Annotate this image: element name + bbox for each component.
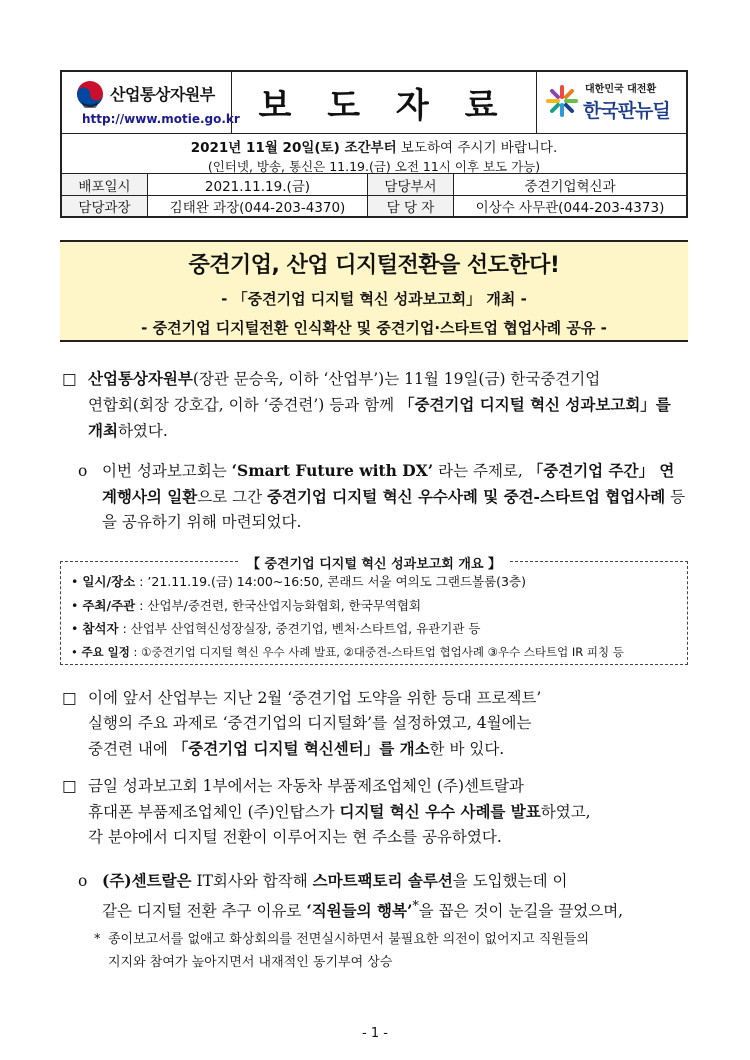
subheadline-2: - 중견기업 디지털전환 인식확산 및 중견기업·스타트업 협업사례 공유 - xyxy=(141,319,607,337)
info-label: 담당과장 xyxy=(62,196,148,216)
p2-text-d: 한 바 있다. xyxy=(429,740,505,758)
b1-text-a: 이번 성과보고회는 xyxy=(102,462,232,480)
ministry-name: 산업통상자원부 xyxy=(110,85,215,104)
info-label: 담 당 자 xyxy=(368,196,454,216)
info-label: 담당부서 xyxy=(368,174,454,195)
overview-box xyxy=(60,561,688,665)
footnote-asterisk: * xyxy=(94,932,101,947)
embargo-notice xyxy=(62,134,686,174)
overview-item: • 주요 일정 : ①중견기업 디지털 혁신 우수 사례 발표, ②대중견-스타트업 협업사례 ③우수 스타트업 IR 피칭 등 xyxy=(71,644,624,659)
ministry-url-link[interactable]: http://www.motie.go.kr xyxy=(82,112,240,126)
footnote xyxy=(94,928,688,974)
info-value: 김태완 과장(044-203-4370) xyxy=(148,196,368,216)
square-bullet: □ xyxy=(62,370,77,388)
p1-text-c: 하였다. xyxy=(117,422,168,440)
info-value: 2021.11.19.(금) xyxy=(148,174,368,195)
footnote-text-a: 종이보고서를 없애고 화상회의를 전면실시하면서 불필요한 의전이 없어지고 직원들의 xyxy=(108,932,590,947)
square-bullet: □ xyxy=(62,777,77,795)
overview-title: 【 중견기업 디지털 혁신 성과보고회 개요 】 xyxy=(60,553,688,572)
info-row xyxy=(62,195,686,216)
overview-item: • 참석자 : 산업부 산업혁신성장실장, 중견기업, 벤처·스타트업, 유관기관 등 xyxy=(71,621,481,636)
info-row xyxy=(62,174,686,195)
circle-bullet: o xyxy=(78,462,88,480)
taegeuk-logo-icon xyxy=(76,80,104,108)
p3-text-c: 하였고, xyxy=(540,803,591,821)
p3-text-a: 금일 성과보고회 1부에서는 자동차 부품제조업체인 (주)센트랄과 xyxy=(88,777,524,795)
footnote-marker: * xyxy=(412,899,419,914)
paragraph-1 xyxy=(62,366,688,444)
p2-text-c: 중견련 내에 xyxy=(88,740,173,758)
overview-item: • 일시/장소 : ’21.11.19.(금) 14:00~16:50, 콘래드 서울 여의도 그랜드볼룸(3층) xyxy=(71,574,526,589)
paragraph-3 xyxy=(62,774,688,850)
overview-item: • 주최/주관 : 산업부/중견련, 한국산업지능화협회, 한국무역협회 xyxy=(71,597,422,613)
p1-text-b: 연합회(회장 강호갑, 이하 ‘중견련’) 등과 함께 xyxy=(88,396,399,414)
b1-text-b: 라는 주제로, xyxy=(433,462,528,480)
b2-bold-2: 스마트팩토리 솔루션 xyxy=(312,871,453,890)
b2-bold-1: (주)센트랄은 xyxy=(102,871,192,890)
b2-bold-3: ‘직원들의 행복’ xyxy=(306,901,413,921)
p1-bold: 산업통상자원부 xyxy=(88,369,193,388)
p1-text-a: (장관 문승욱, 이하 ‘산업부’)는 11월 19일(금) 한국중견기업 xyxy=(192,370,601,388)
b1-bold-3: 중견기업 디지털 혁신 우수사례 및 중견-스타트업 협업사례 xyxy=(267,487,666,506)
press-header xyxy=(60,70,688,218)
new-deal-star-icon xyxy=(545,84,579,118)
headline-box xyxy=(60,240,688,342)
b1-bold-2: 「중견기업 주간」 연계행사의 일환 xyxy=(102,461,675,506)
b1-text-d: 등을 공유하기 위해 마련되었다. xyxy=(102,488,686,531)
p2-bold: 「중견기업 디지털 혁신센터」를 개소 xyxy=(172,739,430,758)
footnote-text-b: 지지와 참여가 높아지면서 내재적인 동기부여 상승 xyxy=(108,955,393,970)
p2-text-b: 실행의 주요 과제로 ‘중견기업의 디지털화’를 설정하였고, 4월에는 xyxy=(88,714,532,732)
p3-text-b: 휴대폰 부품제조업체인 (주)인탑스가 xyxy=(88,803,340,821)
b1-text-c: 으로 그간 xyxy=(197,488,267,506)
bullet-2 xyxy=(78,868,688,924)
square-bullet: □ xyxy=(62,689,77,707)
embargo-date: 2021년 11월 20일(토) 조간부터 xyxy=(190,140,397,156)
paragraph-2 xyxy=(62,686,688,762)
p1-bold-2: 「중견기업 디지털 혁신 성과보고회」를 개최 xyxy=(88,395,671,440)
info-value: 중견기업혁신과 xyxy=(524,178,616,195)
b2-text-d: 을 꼽은 것이 눈길을 끌었으며, xyxy=(418,902,624,921)
new-deal-brand xyxy=(536,72,686,133)
brand-name: 한국판뉴딜 xyxy=(583,100,670,122)
headline: 중견기업, 산업 디지털전환을 선도한다! xyxy=(188,253,560,278)
b2-text-a: IT회사와 합작해 xyxy=(191,872,313,890)
circle-bullet: o xyxy=(78,872,88,890)
b2-text-c: 같은 디지털 전환 추구 이유로 xyxy=(102,902,307,921)
b1-bold-1: ‘Smart Future with DX’ xyxy=(231,461,434,480)
info-label: 배포일시 xyxy=(62,174,148,195)
b2-text-b: 을 도입했는데 이 xyxy=(452,872,568,890)
ministry-cell xyxy=(62,72,240,133)
brand-slogan: 대한민국 대전환 xyxy=(585,84,657,95)
info-value: 이상수 사무관(044-203-4373) xyxy=(475,200,665,216)
header-top-row xyxy=(62,72,686,134)
page-number: - 1 - xyxy=(362,1026,388,1041)
doc-type-title: 보 도 자 료 xyxy=(258,86,510,126)
subheadline-1: - 「중견기업 디지털 혁신 성과보고회」 개최 - xyxy=(221,290,527,308)
p2-text-a: 이에 앞서 산업부는 지난 2월 ‘중견기업 도약을 위한 등대 프로젝트’ xyxy=(88,689,542,707)
embargo-text: 보도하여 주시기 바랍니다. xyxy=(396,140,558,156)
p3-text-d: 각 분야에서 디지털 전환이 이루어지는 현 주소를 공유하였다. xyxy=(88,828,502,846)
p3-bold: 디지털 혁신 우수 사례를 발표 xyxy=(339,802,541,821)
bullet-1 xyxy=(78,458,688,535)
embargo-online-note: (인터넷, 방송, 통신은 11.19.(금) 오전 11시 이후 보도 가능) xyxy=(207,159,541,174)
